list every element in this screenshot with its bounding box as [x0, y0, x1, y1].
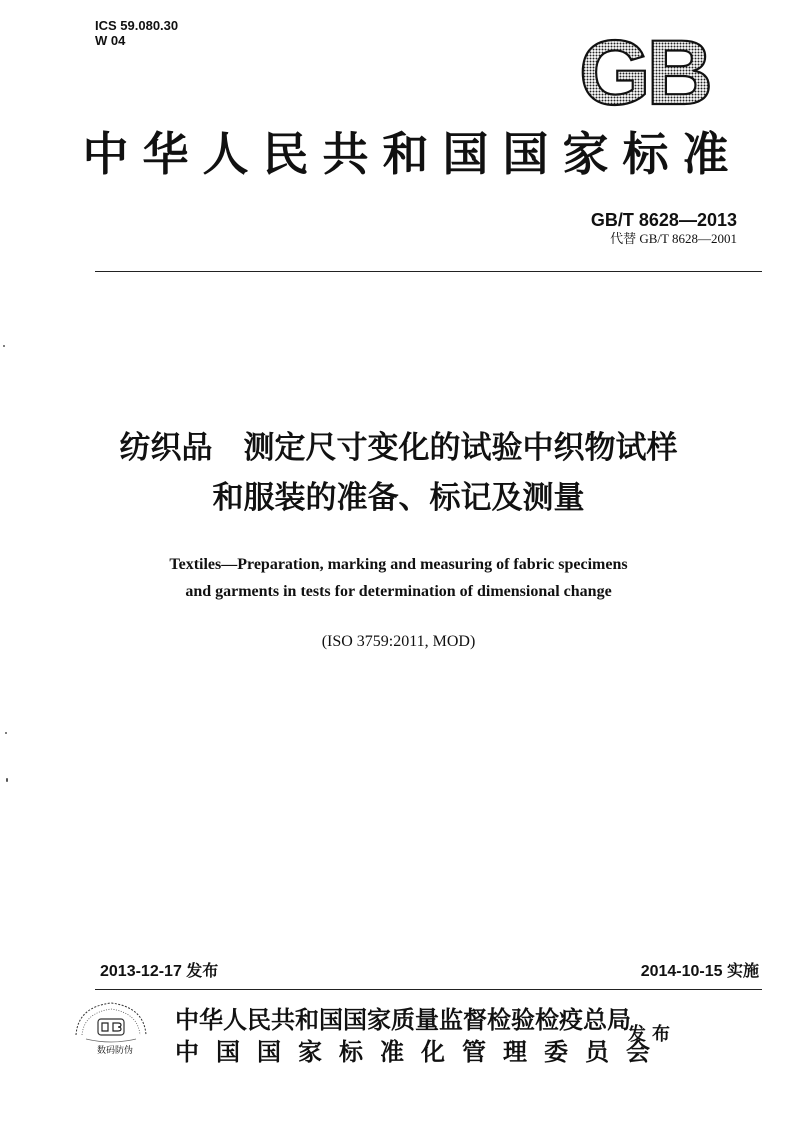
issuer-aqsiq: 中华人民共和国国家质量监督检验检疫总局	[175, 1006, 631, 1034]
standard-number: GB/T 8628—2013	[590, 210, 737, 230]
title-en-line2: and garments in tests for determination of dimensional change	[185, 583, 612, 600]
title-en-line1: Textiles—Preparation, marking and measuring of fabric specimens	[169, 556, 628, 573]
stamp-caption: 数码防伪	[96, 1046, 133, 1056]
masthead-title: 中华人民共和国国家标准	[82, 127, 743, 181]
scan-speck	[3, 345, 5, 347]
header-divider	[95, 271, 762, 272]
ccs-code: W 04	[95, 33, 126, 48]
gb-logo	[556, 30, 732, 112]
iso-reference: (ISO 3759:2011, MOD)	[321, 633, 476, 650]
issue-date: 2013-12-17 发布	[100, 963, 219, 980]
classification-codes	[95, 18, 178, 48]
implementation-date: 2014-10-15 实施	[640, 963, 759, 980]
title-zh-line2: 和服装的准备、标记及测量	[212, 480, 585, 516]
replaces-standard: 代替 GB/T 8628—2001	[610, 231, 737, 246]
scan-speck	[5, 732, 7, 734]
issued-label: 发布	[628, 1024, 676, 1045]
title-zh-line1: 纺织品 测定尺寸变化的试验中织物试样	[119, 430, 678, 466]
standard-number-block	[591, 209, 737, 247]
scan-speck	[6, 778, 8, 782]
footer-divider	[95, 989, 762, 990]
issuer-sac: 中国国家标准化管理委员会	[175, 1038, 667, 1066]
ics-code: ICS 59.080.30	[95, 18, 179, 33]
gb-logo-text: GB	[579, 30, 709, 112]
